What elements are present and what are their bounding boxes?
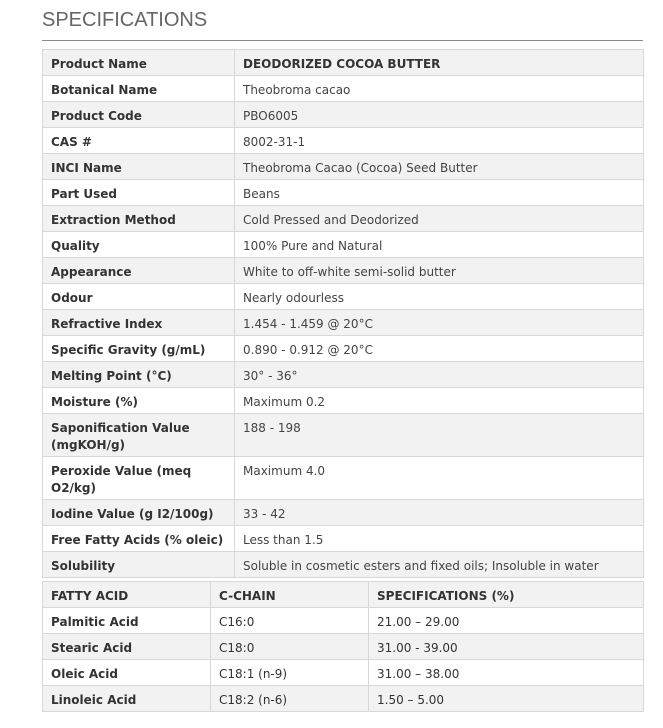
spec-value: 1.454 - 1.459 @ 20°C	[235, 310, 644, 336]
spec-value: Maximum 4.0	[235, 457, 644, 500]
spec-row	[43, 336, 644, 362]
fatty-acid-header-row	[43, 582, 644, 608]
fatty-acid-spec: 31.00 – 38.00	[369, 660, 644, 686]
spec-label: Refractive Index	[43, 310, 235, 336]
spec-label: Iodine Value (g I2/100g)	[43, 500, 235, 526]
spec-value: Beans	[235, 180, 644, 206]
fatty-acid-name: Palmitic Acid	[43, 608, 211, 634]
spec-value: Soluble in cosmetic esters and fixed oils; Insoluble in water	[235, 552, 644, 578]
spec-label: Extraction Method	[43, 206, 235, 232]
spec-label: Botanical Name	[43, 76, 235, 102]
spec-label: Appearance	[43, 258, 235, 284]
spec-label: Peroxide Value (meq O2/kg)	[43, 457, 235, 500]
spec-value: White to off-white semi-solid butter	[235, 258, 644, 284]
fatty-acid-chain: C16:0	[211, 608, 369, 634]
spec-value: 30° - 36°	[235, 362, 644, 388]
spec-label: Product Name	[43, 50, 235, 76]
fatty-acid-spec: 1.50 – 5.00	[369, 686, 644, 712]
spec-label: Melting Point (°C)	[43, 362, 235, 388]
spec-value: Nearly odourless	[235, 284, 644, 310]
spec-value: 8002-31-1	[235, 128, 644, 154]
spec-row	[43, 180, 644, 206]
column-header-fatty-acid: FATTY ACID	[43, 582, 211, 608]
spec-value: DEODORIZED COCOA BUTTER	[235, 50, 644, 76]
fatty-acid-row	[43, 634, 644, 660]
heading-divider	[42, 40, 643, 41]
spec-row	[43, 284, 644, 310]
spec-row	[43, 50, 644, 76]
specifications-table	[42, 49, 644, 578]
spec-value: 100% Pure and Natural	[235, 232, 644, 258]
spec-row	[43, 206, 644, 232]
spec-row	[43, 388, 644, 414]
spec-label: Quality	[43, 232, 235, 258]
spec-row	[43, 414, 644, 457]
fatty-acid-name: Oleic Acid	[43, 660, 211, 686]
fatty-acid-row	[43, 608, 644, 634]
spec-label: Moisture (%)	[43, 388, 235, 414]
spec-value: Theobroma cacao	[235, 76, 644, 102]
spec-row	[43, 457, 644, 500]
spec-label: INCI Name	[43, 154, 235, 180]
spec-label: Free Fatty Acids (% oleic)	[43, 526, 235, 552]
spec-value: Less than 1.5	[235, 526, 644, 552]
spec-row	[43, 552, 644, 578]
page-title: SPECIFICATIONS	[42, 9, 208, 31]
fatty-acid-table	[42, 581, 644, 712]
spec-row	[43, 526, 644, 552]
spec-value: Maximum 0.2	[235, 388, 644, 414]
fatty-acid-chain: C18:0	[211, 634, 369, 660]
spec-label: Product Code	[43, 102, 235, 128]
spec-row	[43, 362, 644, 388]
spec-row	[43, 258, 644, 284]
spec-value: 33 - 42	[235, 500, 644, 526]
fatty-acid-chain: C18:2 (n-6)	[211, 686, 369, 712]
spec-value: PBO6005	[235, 102, 644, 128]
fatty-acid-spec: 31.00 - 39.00	[369, 634, 644, 660]
spec-value: 188 - 198	[235, 414, 644, 457]
spec-label: Solubility	[43, 552, 235, 578]
column-header-specifications: SPECIFICATIONS (%)	[369, 582, 644, 608]
spec-row	[43, 500, 644, 526]
fatty-acid-name: Linoleic Acid	[43, 686, 211, 712]
spec-row	[43, 128, 644, 154]
spec-value: Theobroma Cacao (Cocoa) Seed Butter	[235, 154, 644, 180]
fatty-acid-spec: 21.00 – 29.00	[369, 608, 644, 634]
column-header-c-chain: C-CHAIN	[211, 582, 369, 608]
spec-value: Cold Pressed and Deodorized	[235, 206, 644, 232]
fatty-acid-name: Stearic Acid	[43, 634, 211, 660]
spec-label: CAS #	[43, 128, 235, 154]
spec-value: 0.890 - 0.912 @ 20°C	[235, 336, 644, 362]
spec-row	[43, 102, 644, 128]
spec-label: Saponification Value (mgKOH/g)	[43, 414, 235, 457]
spec-label: Odour	[43, 284, 235, 310]
spec-row	[43, 154, 644, 180]
spec-row	[43, 76, 644, 102]
spec-row	[43, 310, 644, 336]
spec-row	[43, 232, 644, 258]
fatty-acid-chain: C18:1 (n-9)	[211, 660, 369, 686]
fatty-acid-row	[43, 660, 644, 686]
fatty-acid-row	[43, 686, 644, 712]
spec-label: Part Used	[43, 180, 235, 206]
spec-label: Specific Gravity (g/mL)	[43, 336, 235, 362]
